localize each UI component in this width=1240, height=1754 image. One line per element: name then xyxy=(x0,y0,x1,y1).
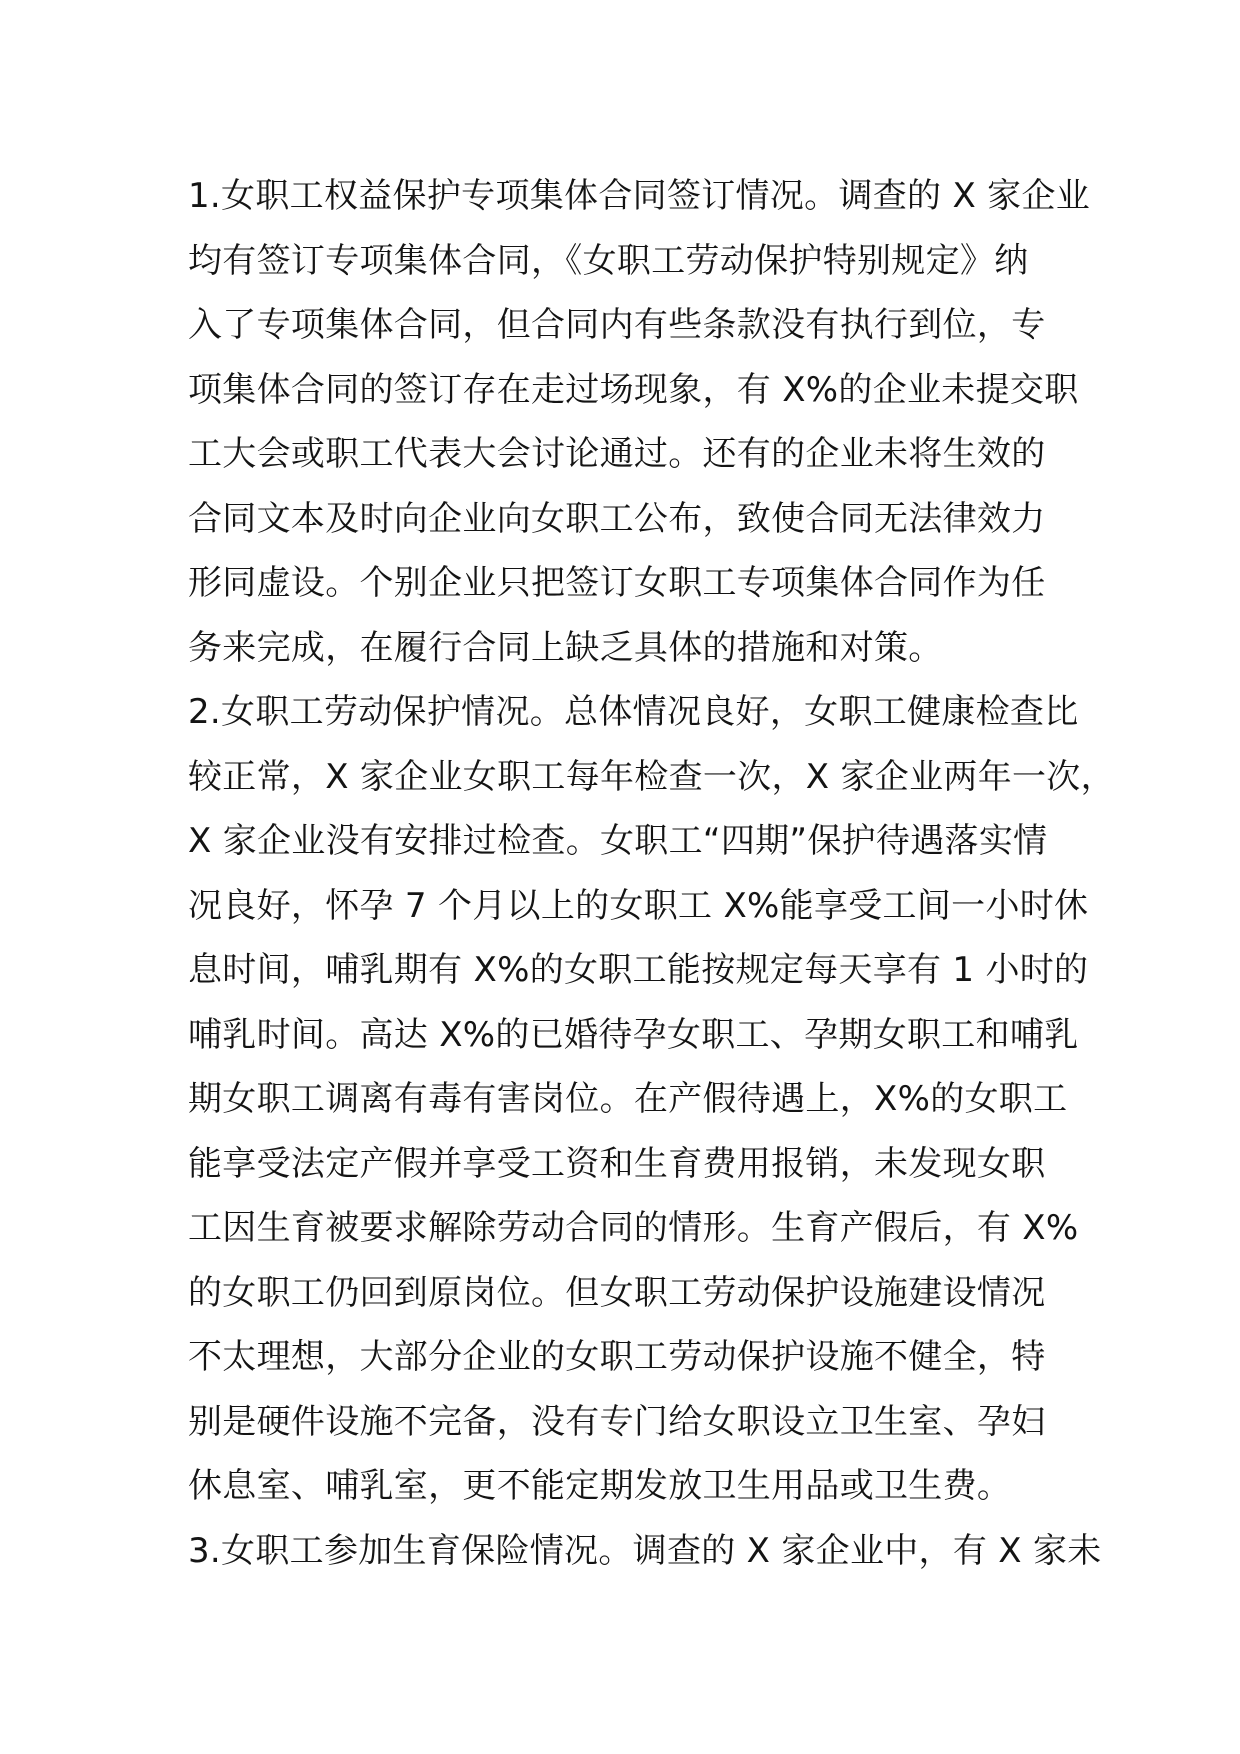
text-line: 项集体合同的签订存在走过场现象，有 X%的企业未提交职 xyxy=(188,369,1079,410)
text-line: 入了专项集体合同，但合同内有些条款没有执行到位，专 xyxy=(188,305,1046,345)
text-line: 哺乳时间。高达 X%的已婚待孕女职工、孕期女职工和哺乳 xyxy=(188,1014,1079,1055)
text-line: 息时间，哺乳期有 X%的女职工能按规定每天享有 1 小时的 xyxy=(188,950,1089,990)
text-line: 能享受法定产假并享受工资和生育费用报销，未发现女职 xyxy=(188,1143,1046,1184)
text-line: 期女职工调离有毒有害岗位。在产假待遇上，X%的女职工 xyxy=(188,1079,1068,1119)
text-line: 合同文本及时向企业向女职工公布，致使合同无法律效力 xyxy=(188,498,1046,539)
text-line: 形同虚设。个别企业只把签订女职工专项集体合同作为任 xyxy=(188,563,1046,603)
text-line: 1.女职工权益保护专项集体合同签订情况。调查的 X 家企业 xyxy=(188,176,1091,216)
text-line: 工大会或职工代表大会讨论通过。还有的企业未将生效的 xyxy=(188,434,1046,474)
text-line: 务来完成，在履行合同上缺乏具体的措施和对策。 xyxy=(188,627,943,668)
text-line: 较正常，X 家企业女职工每年检查一次，X 家企业两年一次， xyxy=(188,756,1115,797)
text-line: 休息室、哺乳室，更不能定期发放卫生用品或卫生费。 xyxy=(188,1466,1012,1506)
text-line: 的女职工仍回到原岗位。但女职工劳动保护设施建设情况 xyxy=(188,1272,1046,1313)
text-line: 均有签订专项集体合同，《女职工劳动保护特别规定》纳 xyxy=(188,240,1029,281)
text-line: 不太理想，大部分企业的女职工劳动保护设施不健全，特 xyxy=(188,1337,1046,1377)
text-line: 3.女职工参加生育保险情况。调查的 X 家企业中，有 X 家未 xyxy=(188,1530,1102,1571)
text-line: X 家企业没有安排过检查。女职工“四期”保护待遇落实情 xyxy=(188,821,1048,861)
text-line: 况良好，怀孕 7 个月以上的女职工 X%能享受工间一小时休 xyxy=(188,885,1089,926)
text-line: 2.女职工劳动保护情况。总体情况良好，女职工健康检查比 xyxy=(188,692,1079,732)
body-text xyxy=(188,164,1115,1583)
text-line: 别是硬件设施不完备，没有专门给女职设立卫生室、孕妇 xyxy=(188,1401,1046,1442)
text-line: 工因生育被要求解除劳动合同的情形。生育产假后，有 X% xyxy=(188,1208,1079,1248)
